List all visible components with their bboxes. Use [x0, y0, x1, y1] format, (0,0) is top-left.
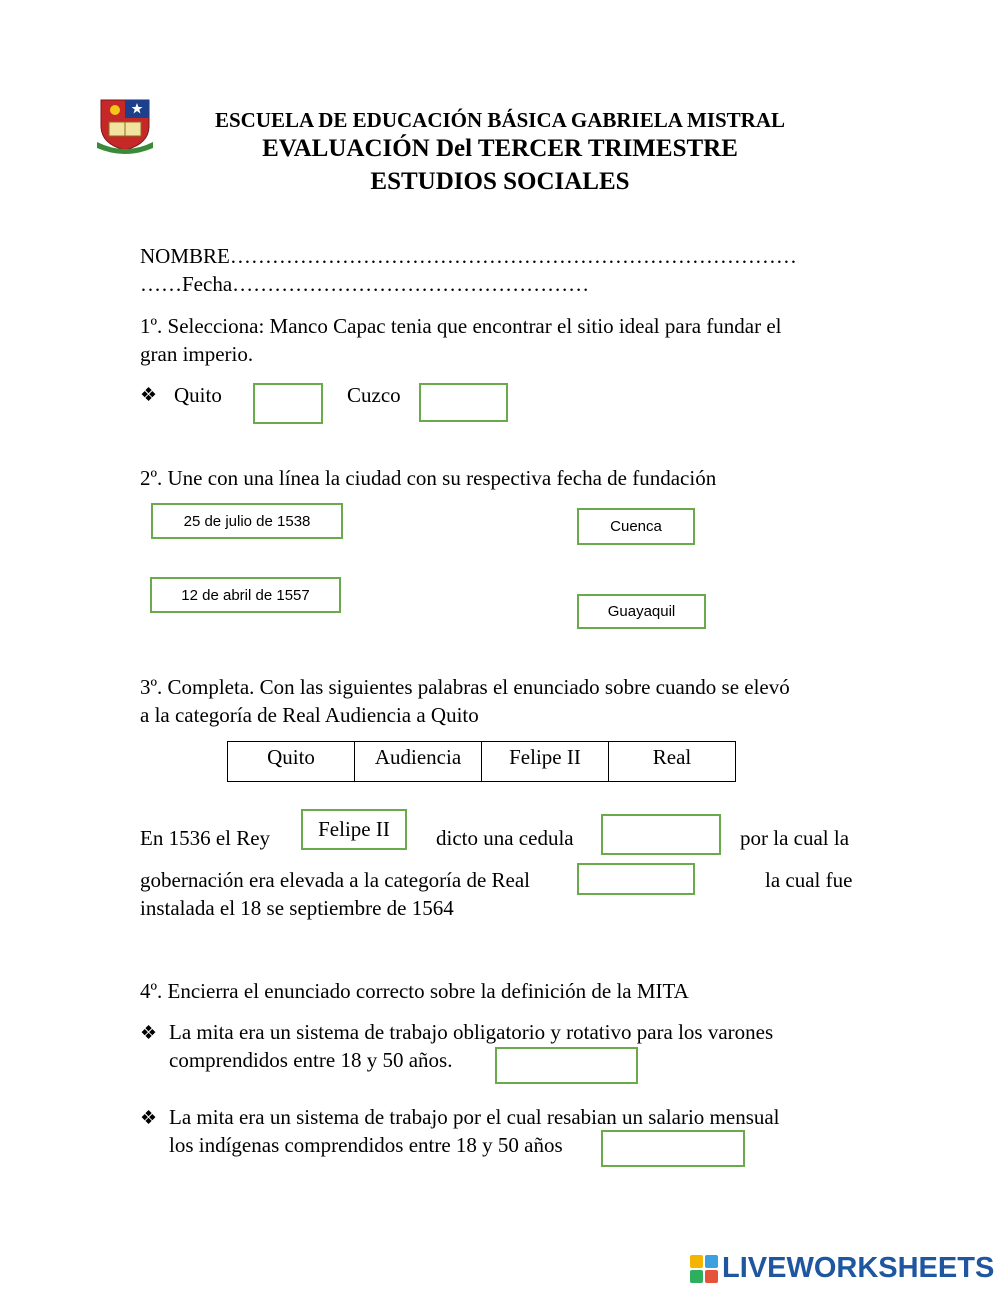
q1-cuzco-answer-box[interactable]	[419, 383, 508, 422]
word-bank-cell: Audiencia	[355, 742, 482, 782]
q2-city-cuenca[interactable]: Cuenca	[577, 508, 695, 545]
q2-city-guayaquil[interactable]: Guayaquil	[577, 594, 706, 629]
q3-sentence-part2: dicto una cedula	[436, 826, 574, 850]
q4-option1-answer-box[interactable]	[495, 1047, 638, 1084]
q1-option-cuzco: Cuzco	[347, 383, 401, 407]
q2-prompt: 2º. Une con una línea la ciudad con su respectiva fecha de fundación	[140, 466, 717, 490]
q3-sentence-part3: por la cual la	[740, 826, 850, 850]
evaluation-title: EVALUACIÓN Del TERCER TRIMESTRE	[262, 135, 738, 162]
liveworksheets-mark-icon	[690, 1255, 718, 1283]
word-bank-table	[227, 741, 736, 782]
q3-sentence-part5: la cual fue	[765, 868, 853, 892]
q3-prompt-line2: a la categoría de Real Audiencia a Quito	[140, 703, 479, 727]
liveworksheets-wordmark: LIVEWORKSHEETS	[722, 1252, 995, 1284]
q1-prompt-line1: 1º. Selecciona: Manco Capac tenia que encontrar el sitio ideal para fundar el	[140, 314, 782, 338]
liveworksheets-logo	[690, 1252, 994, 1285]
word-bank-cell: Quito	[228, 742, 355, 782]
school-name: ESCUELA DE EDUCACIÓN BÁSICA GABRIELA MISTRAL	[214, 108, 786, 132]
q4-option1-line1[interactable]: La mita era un sistema de trabajo obligatorio y rotativo para los varones	[169, 1020, 774, 1044]
word-bank-cell: Felipe II	[482, 742, 609, 782]
q4-option2-line2[interactable]: los indígenas comprendidos entre 18 y 50 años	[169, 1133, 563, 1157]
subject-title: ESTUDIOS SOCIALES	[370, 168, 630, 195]
word-bank-cell: Real	[609, 742, 736, 782]
bullet-icon: ❖	[140, 385, 158, 406]
q3-sentence-part4: gobernación era elevada a la categoría de Real	[140, 868, 531, 892]
q4-option2-line1[interactable]: La mita era un sistema de trabajo por el cual resabian un salario mensual	[169, 1105, 780, 1129]
q4-option1-line2[interactable]: comprendidos entre 18 y 50 años.	[169, 1048, 453, 1072]
q1-option-quito: Quito	[174, 383, 222, 407]
q1-quito-answer-box[interactable]	[253, 383, 323, 424]
q4-prompt: 4º. Encierra el enunciado correcto sobre la definición de la MITA	[140, 979, 689, 1003]
date-line: ……Fecha……………………………………………	[140, 272, 590, 296]
q3-prompt-line1: 3º. Completa. Con las siguientes palabras el enunciado sobre cuando se elevó	[140, 675, 790, 699]
bullet-icon: ❖	[140, 1108, 158, 1129]
name-line: NOMBRE………………………………………………………………………	[140, 244, 797, 268]
q2-date-1538[interactable]: 25 de julio de 1538	[151, 503, 343, 539]
q3-sentence-part6: instalada el 18 se septiembre de 1564	[140, 896, 454, 920]
q4-option2-answer-box[interactable]	[601, 1130, 745, 1167]
q3-cedula-answer-box[interactable]	[601, 814, 721, 855]
q2-date-1557[interactable]: 12 de abril de 1557	[150, 577, 341, 613]
bullet-icon: ❖	[140, 1023, 158, 1044]
q3-rey-answer-box[interactable]: Felipe II	[301, 809, 407, 850]
q3-sentence-part1: En 1536 el Rey	[140, 826, 271, 850]
q1-prompt-line2: gran imperio.	[140, 342, 254, 366]
q3-real-answer-box[interactable]	[577, 863, 695, 895]
